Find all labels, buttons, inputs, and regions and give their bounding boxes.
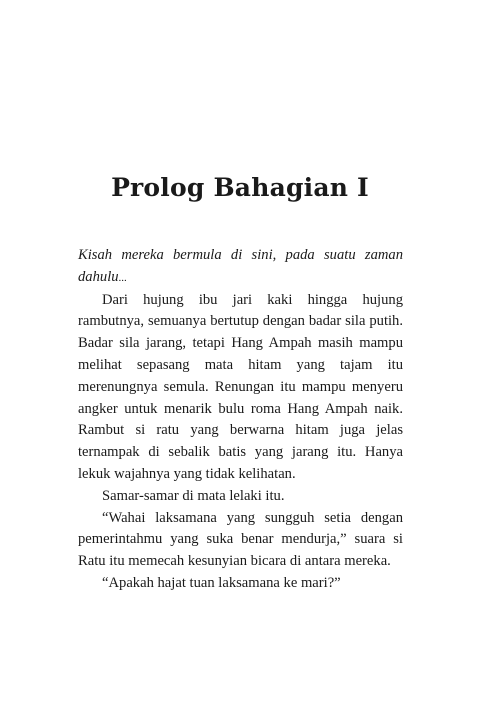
paragraph-1: Dari hujung ibu jari kaki hingga hujung rambutnya, semuanya bertutup dengan badar sila putih. Badar sila jarang, tetapi Hang Ampah masih mampu melihat sepasang mata hitam yang tajam itu merenungnya semula. Renungan itu mampu menyeru angker untuk menarik bulu roma Hang Ampah naik. Rambut si ratu yang berwarna hitam juga jelas ternampak di sebalik batis yang jarang itu. Hanya lekuk wajahnya yang tidak kelihatan. — [78, 291, 403, 482]
intro-paragraph — [78, 245, 403, 290]
chapter-body — [78, 245, 403, 595]
chapter-title: Prolog Bahagian I — [111, 173, 369, 202]
intro-ellipsis: ... — [118, 271, 127, 284]
paragraph-3: “Wahai laksamana yang sungguh setia dengan pemerintahmu yang suka benar mendurja,” suara si Ratu itu memecah kesunyian bicara di antara mereka. — [78, 509, 403, 570]
intro-text: Kisah mereka bermula di sini, pada suatu zaman dahulu — [78, 247, 403, 285]
paragraph-2: Samar-samar di mata lelaki itu. — [102, 487, 285, 504]
paragraph-4: “Apakah hajat tuan laksamana ke mari?” — [102, 574, 341, 591]
